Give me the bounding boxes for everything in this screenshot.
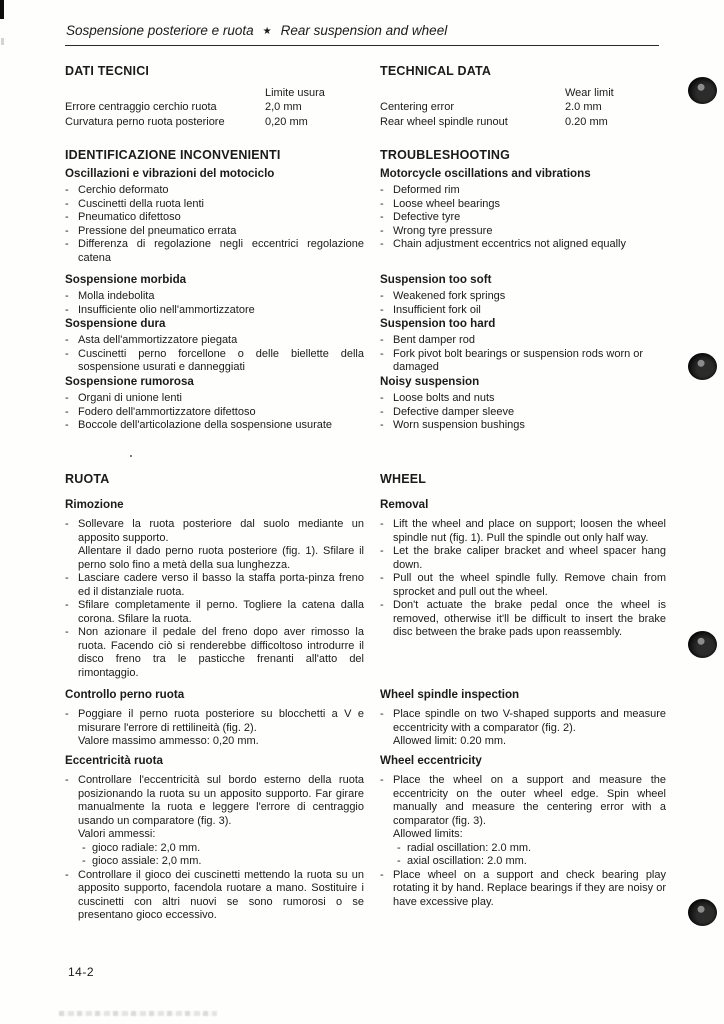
trouble-item xyxy=(380,304,666,318)
trouble-item xyxy=(65,290,364,304)
binding-hole-mark xyxy=(688,77,717,104)
star-icon: ★ xyxy=(262,26,272,37)
item-paragraph: Place the wheel on a support and measure the eccentricity on the outer wheel edge. Spin wheel manually and measure the centering error with a comparator (fig. 3). xyxy=(393,774,666,827)
procedure-item xyxy=(65,572,364,599)
dash-bullet: - xyxy=(380,599,384,611)
dash-bullet: - xyxy=(65,290,69,302)
item-text: Defective damper sleeve xyxy=(393,405,515,418)
item-text: Cuscinetti perno forcellone o delle biellette della sospensione usurati e danneggiati xyxy=(78,347,364,373)
item-body xyxy=(78,518,364,572)
wheel-section-title: WHEEL xyxy=(380,472,427,486)
limit-column-header: Limite usura xyxy=(265,87,325,99)
procedure-item xyxy=(65,869,364,923)
row-value: 2.0 mm xyxy=(565,101,602,114)
sub-item xyxy=(397,842,666,856)
dash-bullet: - xyxy=(65,419,69,431)
dash-bullet: - xyxy=(82,841,86,854)
item-paragraph: Controllare l'eccentricità sul bordo esterno della ruota posizionando la ruota su un apposito supporto. Far girare manualmente la ruota e leggere l'errore di centraggio usando un comparatore (fig. 3). xyxy=(78,774,364,827)
troubleshooting-section xyxy=(65,148,364,431)
item-body xyxy=(393,869,666,910)
item-text: Weakened fork springs xyxy=(393,290,506,302)
trouble-item xyxy=(65,198,364,212)
row-label: Curvatura perno ruota posteriore xyxy=(65,115,225,128)
procedure-item xyxy=(65,708,364,749)
trouble-item xyxy=(380,198,666,212)
subsection-heading: Removal xyxy=(380,498,429,511)
binding-hole-mark xyxy=(688,631,717,658)
trouble-item xyxy=(380,225,666,239)
item-text: Boccole dell'articolazione della sospensione usurate xyxy=(78,419,333,431)
trouble-item xyxy=(380,184,666,198)
row-value: 0,20 mm xyxy=(265,115,308,128)
section-title: TECHNICAL DATA xyxy=(380,64,492,78)
item-text: Defective tyre xyxy=(393,211,461,223)
dash-bullet: - xyxy=(65,238,69,250)
row-label: Errore centraggio cerchio ruota xyxy=(65,101,217,114)
procedure-item xyxy=(65,599,364,626)
dash-bullet: - xyxy=(65,392,69,404)
subsection-heading: Controllo perno ruota xyxy=(65,688,185,701)
wheel-subsection xyxy=(380,754,666,909)
row-label: Centering error xyxy=(380,101,454,114)
item-paragraph: Place spindle on two V-shaped supports and measure eccentricity with a comparator (fig. 2). xyxy=(393,708,666,734)
dash-bullet: - xyxy=(380,419,384,431)
dash-bullet: - xyxy=(65,626,69,638)
trouble-item xyxy=(380,211,666,225)
item-text: Organi di unione lenti xyxy=(78,392,182,404)
item-text: Loose wheel bearings xyxy=(393,197,501,210)
item-paragraph: Allentare il dado perno ruota posteriore (fig. 1). Sfilare il perno solo fino a metà della sua lunghezza. xyxy=(78,545,364,571)
item-text: Insufficiente olio nell'ammortizzatore xyxy=(78,303,255,316)
procedure-item xyxy=(65,626,364,680)
trouble-item xyxy=(380,290,666,304)
dash-bullet: - xyxy=(380,303,384,316)
trouble-item xyxy=(380,406,666,420)
item-paragraph: Valore massimo ammesso: 0,20 mm. xyxy=(78,735,259,747)
item-text: Molla indebolita xyxy=(78,290,155,302)
technical-data-table xyxy=(380,86,666,129)
item-text: Asta dell'ammortizzatore piegata xyxy=(78,334,238,346)
technical-data-section xyxy=(380,64,666,129)
dash-bullet: - xyxy=(65,224,69,237)
limit-column-header: Wear limit xyxy=(565,87,614,99)
wheel-subsection xyxy=(380,688,666,749)
item-text: Cuscinetti della ruota lenti xyxy=(78,197,204,210)
sub-item xyxy=(82,855,364,869)
row-value: 0.20 mm xyxy=(565,115,608,128)
dash-bullet: - xyxy=(380,518,384,530)
wheel-subsection xyxy=(380,498,666,640)
dash-bullet: - xyxy=(380,290,384,302)
trouble-item xyxy=(65,184,364,198)
dash-bullet: - xyxy=(380,347,384,360)
subsection-heading: Rimozione xyxy=(65,498,124,511)
trouble-group xyxy=(380,375,666,433)
procedure-item xyxy=(65,774,364,869)
trouble-item xyxy=(65,304,364,318)
dash-bullet: - xyxy=(380,238,384,250)
sub-item-text: axial oscillation: 2.0 mm. xyxy=(407,855,527,867)
trouble-item xyxy=(65,406,364,420)
item-text: Bent damper rod xyxy=(393,334,475,346)
trouble-item xyxy=(65,225,364,239)
item-paragraph: Allowed limits: xyxy=(393,828,463,840)
trouble-group xyxy=(380,317,666,375)
group-heading: Suspension too soft xyxy=(380,273,492,286)
scan-edge-mark xyxy=(0,0,4,19)
dash-bullet: - xyxy=(380,405,384,418)
subsection-heading: Eccentricità ruota xyxy=(65,754,163,767)
trouble-group xyxy=(65,167,364,265)
item-paragraph: Don't actuate the brake pedal once the wheel is removed, otherwise it'll be difficult to insert the brake disc between the brake pads upon reassembly. xyxy=(393,599,666,638)
technical-data-table xyxy=(65,86,364,129)
dash-bullet: - xyxy=(380,868,384,881)
item-body xyxy=(78,774,364,869)
dash-bullet: - xyxy=(65,197,69,210)
section-title: IDENTIFICAZIONE INCONVENIENTI xyxy=(65,148,281,162)
item-body xyxy=(393,572,666,599)
procedure-item xyxy=(380,708,666,749)
dash-bullet: - xyxy=(65,334,69,346)
item-text: Differenza di regolazione negli eccentrici regolazione catena xyxy=(78,238,364,264)
group-heading: Sospensione dura xyxy=(65,317,166,330)
item-paragraph: Non azionare il pedale del freno dopo aver rimosso la ruota. Facendo ciò si renderebbe difficoltoso introdurre il disco freno tra le pasticche frenanti all'atto del rimontaggio. xyxy=(78,626,364,679)
dash-bullet: - xyxy=(380,774,384,786)
procedure-item xyxy=(380,518,666,545)
item-paragraph: Lasciare cadere verso il basso la staffa porta-pinza freno ed il distanziale ruota. xyxy=(78,572,364,598)
dash-bullet: - xyxy=(380,572,384,584)
dash-bullet: - xyxy=(65,708,69,720)
table-row xyxy=(380,115,666,129)
trouble-item xyxy=(380,238,666,252)
trouble-group xyxy=(65,375,364,433)
dash-bullet: - xyxy=(397,855,401,867)
item-text: Worn suspension bushings xyxy=(393,419,525,431)
trouble-group xyxy=(65,273,364,317)
item-text: Pneumatico difettoso xyxy=(78,211,181,223)
table-header-row xyxy=(380,86,666,100)
sub-item xyxy=(82,842,364,856)
dash-bullet: - xyxy=(82,855,86,867)
wheel-section-title: RUOTA xyxy=(65,472,110,486)
header-title-english: Rear suspension and wheel xyxy=(280,23,448,38)
dash-bullet: - xyxy=(380,334,384,346)
trouble-item xyxy=(65,334,364,348)
trouble-item xyxy=(65,419,364,433)
item-text: Wrong tyre pressure xyxy=(393,224,493,237)
subsection-heading: Wheel spindle inspection xyxy=(380,688,520,701)
sub-item xyxy=(397,855,666,869)
dash-bullet: - xyxy=(380,211,384,223)
dash-bullet: - xyxy=(380,224,384,237)
group-heading: Motorcycle oscillations and vibrations xyxy=(380,167,591,180)
item-text: Cerchio deformato xyxy=(78,184,169,196)
group-heading: Oscillazioni e vibrazioni del motociclo xyxy=(65,167,275,180)
wheel-subsection xyxy=(65,754,364,923)
dash-bullet: - xyxy=(380,197,384,210)
item-body xyxy=(393,518,666,545)
item-text: Pressione del pneumatico errata xyxy=(78,224,237,237)
english-column xyxy=(380,0,666,1024)
item-body xyxy=(78,869,364,923)
item-text: Insufficient fork oil xyxy=(393,303,481,316)
item-paragraph: Poggiare il perno ruota posteriore su blocchetti a V e misurare l'errore di rettilineità (fig. 2). xyxy=(78,708,364,734)
dash-bullet: - xyxy=(65,868,69,881)
binding-hole-mark xyxy=(688,353,717,380)
trouble-item xyxy=(380,392,666,406)
dash-bullet: - xyxy=(380,392,384,404)
procedure-item xyxy=(380,572,666,599)
item-text: Chain adjustment eccentrics not aligned equally xyxy=(393,238,626,250)
table-row xyxy=(65,115,364,129)
dash-bullet: - xyxy=(380,708,384,720)
table-header-row xyxy=(65,86,364,100)
item-body xyxy=(78,599,364,626)
trouble-item xyxy=(380,419,666,433)
trouble-group xyxy=(380,167,666,252)
table-row xyxy=(65,100,364,114)
trouble-item xyxy=(380,334,666,348)
trouble-group xyxy=(65,317,364,375)
item-paragraph: Let the brake caliper bracket and wheel spacer hang down. xyxy=(393,545,666,571)
item-body xyxy=(393,774,666,869)
item-text: Deformed rim xyxy=(393,184,460,196)
item-paragraph: Controllare il gioco dei cuscinetti mettendo la ruota su un apposito supporto, facendola ruotare a mano. Sostituire i cuscinetti con altri nuovi se sono rumorosi o se presentano gioco eccessivo. xyxy=(78,868,364,921)
dash-bullet: - xyxy=(397,841,401,854)
procedure-item xyxy=(380,545,666,572)
binding-hole-mark xyxy=(688,899,717,926)
item-paragraph: Valori ammessi: xyxy=(78,828,156,840)
dash-bullet: - xyxy=(65,405,69,418)
group-heading: Noisy suspension xyxy=(380,375,480,388)
dash-bullet: - xyxy=(380,545,384,557)
sub-item-text: radial oscillation: 2.0 mm. xyxy=(407,841,532,854)
dash-bullet: - xyxy=(65,572,69,584)
sub-item-text: gioco radiale: 2,0 mm. xyxy=(92,841,201,854)
item-body xyxy=(78,708,364,749)
row-label: Rear wheel spindle runout xyxy=(380,115,508,128)
row-value: 2,0 mm xyxy=(265,101,302,114)
procedure-item xyxy=(380,869,666,910)
table-row xyxy=(380,100,666,114)
trouble-item xyxy=(65,211,364,225)
item-paragraph: Place wheel on a support and check bearing play rotating it by hand. Replace bearings if they are noisy or have excessive play. xyxy=(393,868,666,908)
trouble-item xyxy=(65,392,364,406)
item-paragraph: Allowed limit: 0.20 mm. xyxy=(393,735,507,747)
item-paragraph: Sollevare la ruota posteriore dal suolo mediante un apposito supporto. xyxy=(78,518,364,544)
technical-data-section xyxy=(65,64,364,129)
item-body xyxy=(78,626,364,680)
group-heading: Suspension too hard xyxy=(380,317,496,330)
procedure-item xyxy=(380,599,666,640)
item-paragraph: Pull out the wheel spindle fully. Remove chain from sprocket and pull out the wheel. xyxy=(393,572,666,598)
dash-bullet: - xyxy=(65,303,69,316)
dash-bullet: - xyxy=(65,599,69,611)
italian-column xyxy=(65,0,364,1024)
item-text: Loose bolts and nuts xyxy=(393,392,495,404)
scan-bottom-smudge xyxy=(59,1011,217,1016)
procedure-item xyxy=(65,518,364,572)
dash-bullet: - xyxy=(65,184,69,196)
wheel-subsection xyxy=(65,688,364,749)
scan-edge-mark-faint xyxy=(1,38,4,45)
item-paragraph: Lift the wheel and place on support; loosen the wheel spindle nut (fig. 1). Pull the spindle out only half way. xyxy=(393,518,666,544)
section-title: TROUBLESHOOTING xyxy=(380,148,511,162)
item-text: Fodero dell'ammortizzatore difettoso xyxy=(78,405,256,418)
group-heading: Sospensione rumorosa xyxy=(65,375,194,388)
dash-bullet: - xyxy=(380,184,384,196)
dash-bullet: - xyxy=(65,518,69,530)
trouble-item xyxy=(65,348,364,375)
item-body xyxy=(393,708,666,749)
troubleshooting-section xyxy=(380,148,666,431)
sub-item-text: gioco assiale: 2,0 mm. xyxy=(92,855,202,867)
dash-bullet: - xyxy=(65,211,69,223)
page-number: 14-2 xyxy=(68,965,95,979)
header-title-italian: Sospensione posteriore e ruota xyxy=(66,23,254,38)
group-heading: Sospensione morbida xyxy=(65,273,187,286)
dash-bullet: - xyxy=(65,774,69,786)
item-body xyxy=(393,599,666,640)
section-title: DATI TECNICI xyxy=(65,64,150,78)
trouble-group xyxy=(380,273,666,317)
trouble-item xyxy=(380,348,666,375)
subsection-heading: Wheel eccentricity xyxy=(380,754,482,767)
dash-bullet: - xyxy=(65,347,69,360)
item-paragraph: Sfilare completamente il perno. Togliere la catena dalla corona. Sfilare la ruota. xyxy=(78,599,364,625)
trouble-item xyxy=(65,238,364,265)
procedure-item xyxy=(380,774,666,869)
scan-speck xyxy=(130,455,132,457)
item-text: Fork pivot bolt bearings or suspension rods worn or damaged xyxy=(393,347,644,373)
item-body xyxy=(78,572,364,599)
wheel-subsection xyxy=(65,498,364,680)
item-body xyxy=(393,545,666,572)
